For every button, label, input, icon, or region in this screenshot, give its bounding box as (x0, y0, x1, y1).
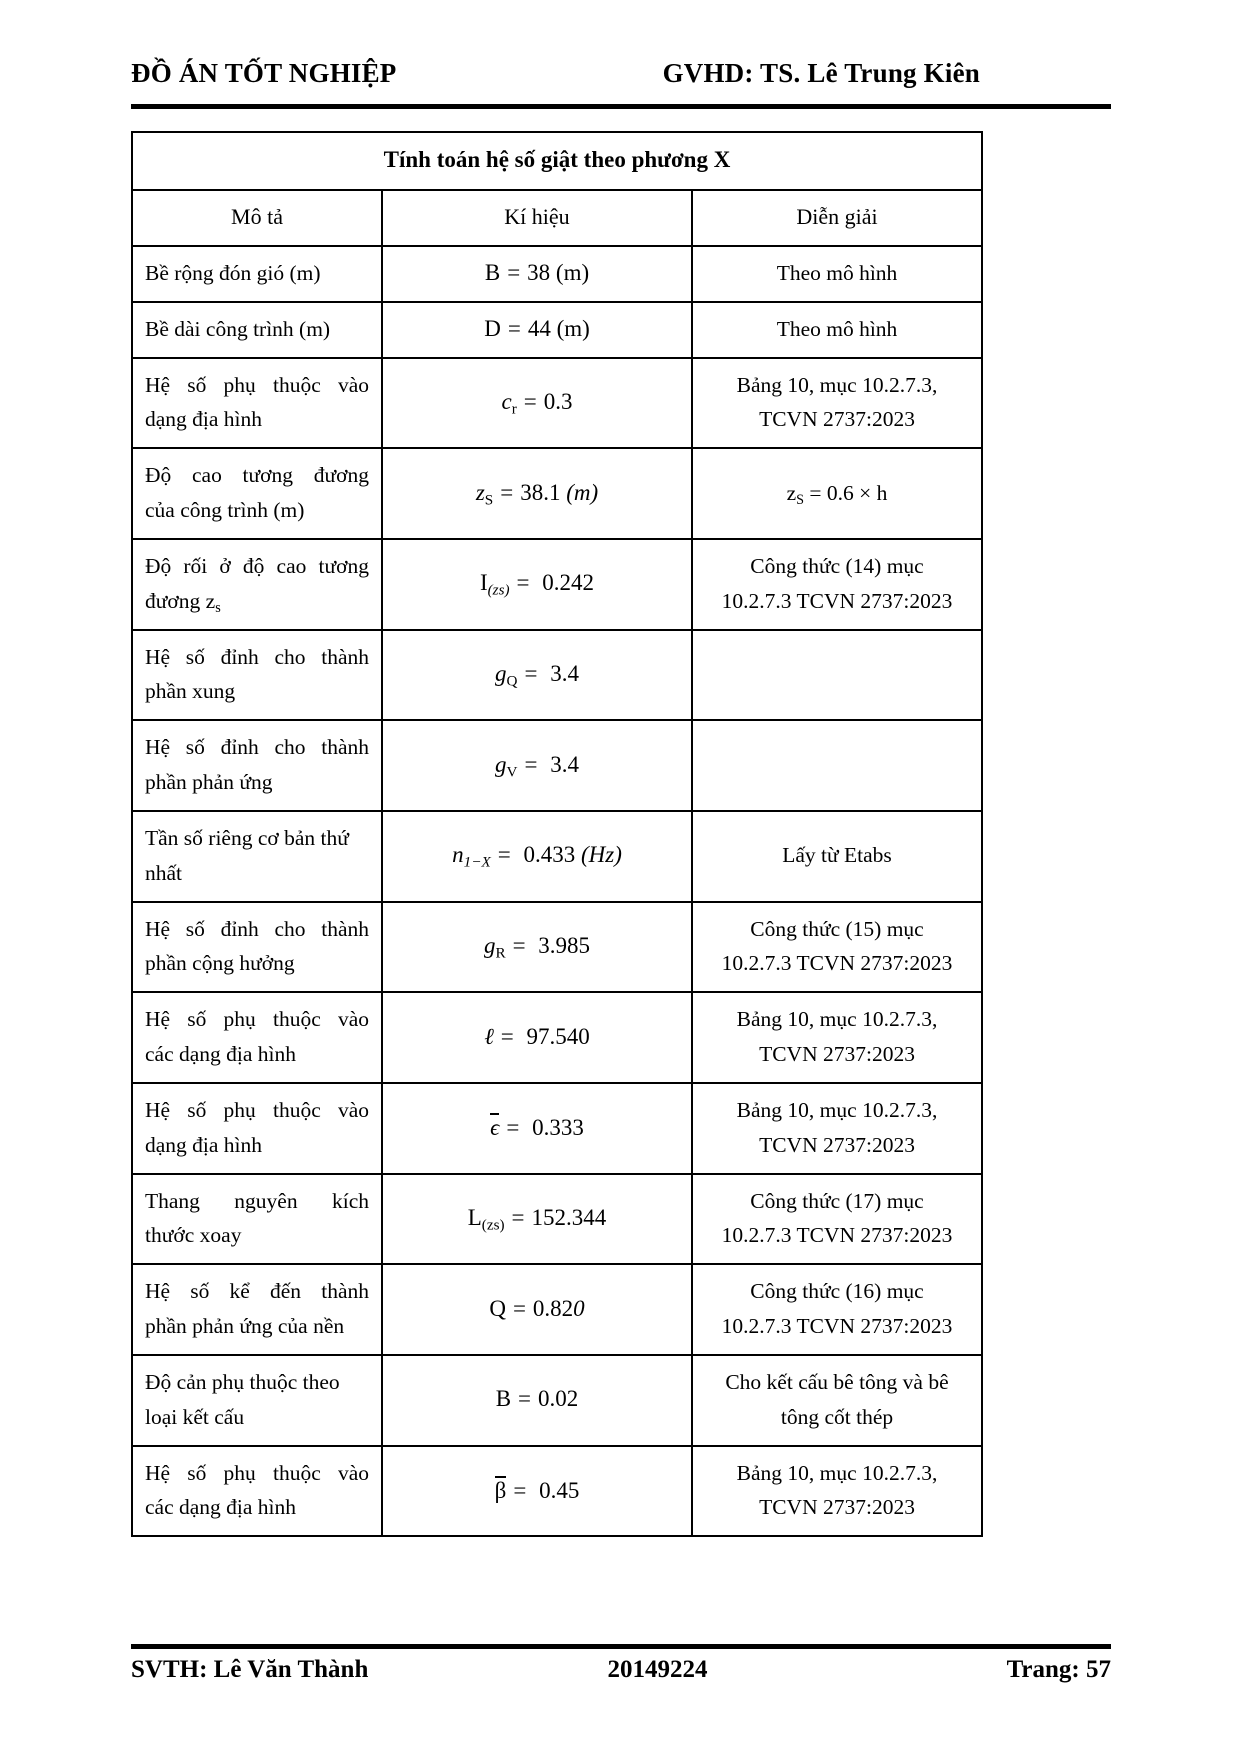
row-symbol: B = 38 (m) (382, 246, 692, 302)
header-rule (131, 104, 1111, 109)
row-explanation (692, 539, 982, 630)
column-header-symbol: Kí hiệu (382, 190, 692, 246)
row-symbol: $L_{(zs)} = 152.344$ (382, 1174, 692, 1265)
row-explanation (692, 720, 982, 811)
footer-rule (131, 1644, 1111, 1649)
description-line: dạng địa hình (145, 407, 263, 432)
row-description (132, 630, 382, 721)
description-line: Bề rộng đón gió (m) (145, 261, 321, 285)
description-line: đương $z_s$ (145, 588, 221, 616)
description-line: Hệ số đỉnh cho thành (145, 644, 369, 669)
explanation-line: Bảng 10, mục 10.2.7.3, (736, 1007, 938, 1032)
explanation-line: Công thức (16) mục (750, 1279, 924, 1304)
row-explanation (692, 992, 982, 1083)
row-explanation (692, 358, 982, 449)
row-description (132, 811, 382, 902)
row-symbol: $c_r = 0.3$ (382, 358, 692, 449)
explanation-line: Bảng 10, mục 10.2.7.3, (736, 1460, 938, 1485)
table-row (132, 1083, 982, 1174)
description-line: phần xung (145, 679, 236, 704)
row-symbol: ℓ = 97.540 (382, 992, 692, 1083)
row-symbol: $g_Q = 3.4$ (382, 630, 692, 721)
row-description (132, 539, 382, 630)
table-row (132, 811, 982, 902)
table-row (132, 1446, 982, 1537)
row-symbol: $g_R = 3.985$ (382, 902, 692, 993)
row-symbol: $z_S = 38.1$ (m) (382, 448, 692, 539)
row-description (132, 1264, 382, 1355)
row-description (132, 358, 382, 449)
description-line: dạng địa hình (145, 1132, 263, 1157)
explanation-line: 10.2.7.3 TCVN 2737:2023 (721, 1314, 953, 1339)
row-symbol: Q = 0.820 (382, 1264, 692, 1355)
description-line: Hệ số kể đến thành (145, 1279, 369, 1304)
row-description (132, 1355, 382, 1446)
explanation-line: 10.2.7.3 TCVN 2737:2023 (721, 588, 953, 613)
table-row (132, 358, 982, 449)
row-description (132, 1174, 382, 1265)
row-description (132, 720, 382, 811)
explanation-line: Theo mô hình (776, 261, 898, 285)
row-symbol: β = 0.45 (382, 1446, 692, 1537)
running-header (131, 58, 980, 89)
explanation-line: $z_S = 0.6 \times h$ (786, 480, 888, 508)
explanation-line: TCVN 2737:2023 (759, 407, 915, 432)
running-footer (131, 1656, 1111, 1684)
column-header-explanation: Diễn giải (692, 190, 982, 246)
row-explanation (692, 1264, 982, 1355)
row-description (132, 1083, 382, 1174)
description-line: Hệ số phụ thuộc vào (145, 1097, 369, 1122)
table-row (132, 448, 982, 539)
row-description (132, 902, 382, 993)
table-row (132, 630, 982, 721)
table-row (132, 302, 982, 358)
description-line: Bề dài công trình (m) (145, 316, 331, 341)
description-line: phần phản ứng (145, 770, 273, 795)
row-symbol: $n_{1-X} = 0.433$ (Hz) (382, 811, 692, 902)
description-line: phần phản ứng của nền (145, 1314, 345, 1339)
description-line: Hệ số đỉnh cho thành (145, 916, 369, 941)
table-row (132, 1174, 982, 1265)
description-line: loại kết cấu (145, 1404, 245, 1429)
row-explanation (692, 630, 982, 721)
table-row (132, 246, 982, 302)
description-line: Độ cản phụ thuộc theo (145, 1369, 340, 1394)
calculation-table-wrapper (131, 131, 981, 1537)
explanation-line: Cho kết cấu bê tông và bê (725, 1369, 949, 1394)
description-line: Hệ số phụ thuộc vào (145, 1460, 369, 1485)
header-left-title: ĐỒ ÁN TỐT NGHIỆP (131, 58, 397, 88)
explanation-line: Công thức (14) mục (750, 553, 924, 578)
row-symbol: ϵ = 0.333 (382, 1083, 692, 1174)
row-explanation (692, 1174, 982, 1265)
description-line: Thang nguyên kích (145, 1188, 369, 1213)
row-description (132, 302, 382, 358)
column-header-description: Mô tả (132, 190, 382, 246)
description-line: của công trình (m) (145, 498, 305, 523)
row-symbol: $g_V = 3.4$ (382, 720, 692, 811)
row-description (132, 992, 382, 1083)
description-line: các dạng địa hình (145, 1495, 297, 1520)
table-header-row (132, 190, 982, 246)
table-row (132, 992, 982, 1083)
description-line: Hệ số đỉnh cho thành (145, 735, 369, 760)
explanation-line: tông cốt thép (780, 1404, 894, 1429)
footer-student-name: SVTH: Lê Văn Thành (131, 1656, 369, 1683)
description-line: Hệ số phụ thuộc vào (145, 372, 369, 397)
table-row (132, 1264, 982, 1355)
description-line: thước xoay (145, 1223, 242, 1248)
footer-student-id: 20149224 (607, 1656, 708, 1683)
explanation-line: Bảng 10, mục 10.2.7.3, (736, 1097, 938, 1122)
header-right-title: GVHD: TS. Lê Trung Kiên (662, 58, 980, 88)
row-symbol: $I_{(zs)} = 0.242$ (382, 539, 692, 630)
row-explanation (692, 811, 982, 902)
description-line: Tần số riêng cơ bản thứ (145, 825, 349, 850)
explanation-line: TCVN 2737:2023 (759, 1495, 915, 1520)
table-row (132, 1355, 982, 1446)
row-explanation (692, 1446, 982, 1537)
description-line: Độ cao tương đương (145, 463, 369, 488)
description-line: Hệ số phụ thuộc vào (145, 1007, 369, 1032)
row-explanation (692, 448, 982, 539)
explanation-line: 10.2.7.3 TCVN 2737:2023 (721, 951, 953, 976)
row-explanation (692, 1355, 982, 1446)
table-row (132, 539, 982, 630)
table-row (132, 902, 982, 993)
row-symbol: D = 44 (m) (382, 302, 692, 358)
row-explanation (692, 902, 982, 993)
explanation-line: Theo mô hình (776, 316, 898, 341)
explanation-line: Công thức (15) mục (750, 916, 924, 941)
description-line: các dạng địa hình (145, 1042, 297, 1067)
row-explanation (692, 1083, 982, 1174)
description-line: nhất (145, 860, 183, 885)
description-line: Độ rối ở độ cao tương (145, 553, 369, 578)
footer-page-number: Trang: 57 (1006, 1656, 1111, 1683)
explanation-line: Bảng 10, mục 10.2.7.3, (736, 372, 938, 397)
row-symbol: B = 0.02 (382, 1355, 692, 1446)
row-explanation (692, 302, 982, 358)
explanation-line: TCVN 2737:2023 (759, 1042, 915, 1067)
row-explanation (692, 246, 982, 302)
explanation-line: Lấy từ Etabs (782, 843, 892, 868)
description-line: phần cộng hưởng (145, 951, 295, 976)
row-description (132, 246, 382, 302)
row-description (132, 448, 382, 539)
row-description (132, 1446, 382, 1537)
table-title: Tính toán hệ số giật theo phương X (132, 132, 982, 190)
explanation-line: TCVN 2737:2023 (759, 1132, 915, 1157)
table-title-row (132, 132, 982, 190)
table-row (132, 720, 982, 811)
explanation-line: Công thức (17) mục (750, 1188, 924, 1213)
calculation-table (131, 131, 983, 1537)
explanation-line: 10.2.7.3 TCVN 2737:2023 (721, 1223, 953, 1248)
